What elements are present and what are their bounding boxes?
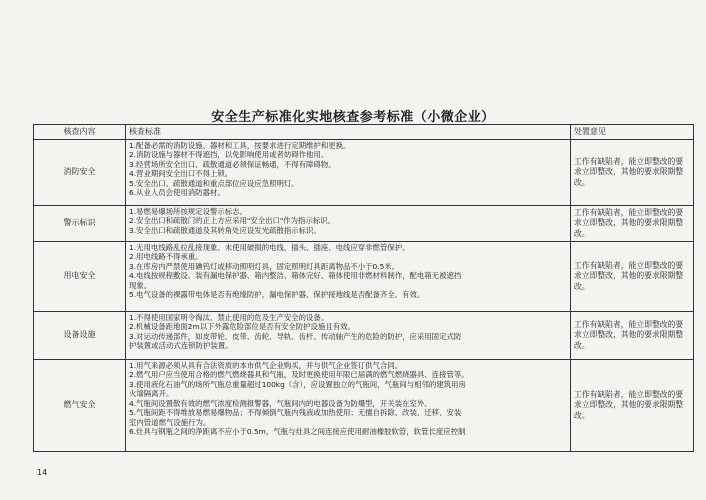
row-category: 设备设施 — [34, 312, 126, 360]
document-title: 安全生产标准化实地核查参考标准（小微企业） — [211, 110, 495, 125]
standard-line: 现象。 — [129, 280, 152, 290]
standard-line: 1.配备必需的消防设施、器材和工具，按要求进行定期维护和更换。 — [129, 141, 351, 150]
row-standards — [126, 360, 571, 452]
standard-line: 2.消防设施与器材不得遮挡，以免影响使用或者妨碍作他用。 — [129, 150, 329, 160]
standard-line: 2.用电线路不得承重。 — [129, 252, 203, 262]
row-standards — [126, 242, 571, 312]
row-category: 警示标识 — [34, 206, 126, 242]
row-standards — [126, 312, 571, 360]
standard-line: 1.不得使用国家明令淘汰、禁止使用的危及生产安全的设备。 — [129, 313, 329, 322]
standard-line: 4.营业期间安全出口不得上锁。 — [129, 169, 233, 179]
row-category: 燃气安全 — [34, 360, 126, 452]
table-row — [34, 360, 694, 452]
standard-line: 5.电气设备的裸露带电体是否有绝缘防护，漏电保护器、保护接地线是否配备齐全、有效。 — [129, 290, 425, 300]
header-check-standard: 核查标准 — [126, 125, 571, 140]
row-category: 消防安全 — [34, 140, 126, 206]
standards-table — [33, 124, 694, 452]
row-action: 工作有缺陷者，能立即整改的要求立即整改，其他的要求限期整改。 — [571, 242, 694, 312]
row-standards — [126, 206, 571, 242]
standard-line: 1.无用电线路乱拉乱接现象、未使用破损的电线、插头、插座、电线应穿非燃管保护。 — [129, 243, 410, 252]
standard-line: 1.用气来源必须从具有合法资质的本市供气企业购买，并与供气企业签订供气合同。 — [129, 361, 403, 370]
standard-line: 2.机械设备距地面2m以下外露危险部位是否有安全防护设施且有效。 — [129, 322, 355, 332]
page-number: 14 — [37, 468, 48, 477]
header-check-content: 核查内容 — [34, 125, 126, 140]
standard-line: 护装置或活动式连锁防护装置。 — [129, 341, 233, 351]
row-action: 工作有缺陷者，能立即整改的要求立即整改，其他的要求限期整改。 — [571, 206, 694, 242]
row-standards — [126, 140, 571, 206]
table-row — [34, 312, 694, 360]
standard-line: 4.气瓶间设置散有效的燃气浓度检测报警器，气瓶间内的电器设备为防爆型，开关装在室外。 — [129, 398, 432, 408]
table-header-row — [34, 125, 694, 140]
standard-line: 1.易燃易爆场所按规定设警示标志。 — [129, 207, 247, 216]
row-action: 工作有缺陷者，能立即整改的要求立即整改，其他的要求限期整改。 — [571, 312, 694, 360]
standard-line: 5.气瓶间距不得堆放易燃易爆物品；不得倾倒气瓶内残液或加热使用；无擅自拆除、改装、迁移、安装 — [129, 408, 462, 418]
row-category: 用电安全 — [34, 242, 126, 312]
standard-line: 6.灶具与钢瓶之间的净距离不应小于0.5m，气瓶与灶具之间连接应使用耐油橡胶软管，软管长度应控制 — [129, 427, 466, 437]
table-row — [34, 140, 694, 206]
table-row — [34, 206, 694, 242]
standard-line: 4.电线按规程敷设、装有漏电保护器、箱内整洁、箱体完好、箱体使用非燃材料制作，配电箱无被遮挡 — [129, 271, 462, 281]
standard-line: 3.安全出口和疏散通道及其转角处应设发光疏散指示标识。 — [129, 225, 321, 235]
standard-line: 3.在库房内严禁使用碘钨灯或移动照明灯具，固定照明灯具距离物品不小于0.5米。 — [129, 261, 400, 271]
standard-line: 3.经营场所安全出口、疏散通道必须保证畅通，不得有障碍物。 — [129, 159, 336, 169]
standard-line: 2.安全出口和疏散门的正上方应采用"安全出口"作为指示标识。 — [129, 216, 336, 226]
row-action: 工作有缺陷者，能立即整改的要求立即整改，其他的要求限期整改。 — [571, 360, 694, 452]
standard-line: 室内管道燃气设施行为。 — [129, 417, 211, 427]
row-action: 工作有缺陷者，能立即整改的要求立即整改，其他的要求限期整改。 — [571, 140, 694, 206]
table-row — [34, 242, 694, 312]
standard-line: 5.安全出口、疏散通道和重点部位应设应急照明灯。 — [129, 178, 299, 188]
header-disposal-opinion: 处置意见 — [571, 125, 694, 140]
standard-line: 6.从业人员会使用消防器材。 — [129, 188, 225, 198]
standard-line: 3.对运动传递部件，如皮带轮、皮带、齿轮、导轨、齿杆、传动轴产生的危险的防护，应采用固定式防 — [129, 331, 462, 341]
standard-line: 3.使用液化石油气的场所气瓶总重量超过100kg（含），应设置独立的气瓶间，气瓶间与相邻的建筑用房 — [129, 379, 466, 389]
standard-line: 火墙隔离开。 — [129, 389, 174, 399]
standard-line: 2.燃气用户应当使用合格的燃气燃烧器具和气瓶，及时更换使用年限已届满的燃气燃烧器具、连接管等。 — [129, 370, 469, 380]
